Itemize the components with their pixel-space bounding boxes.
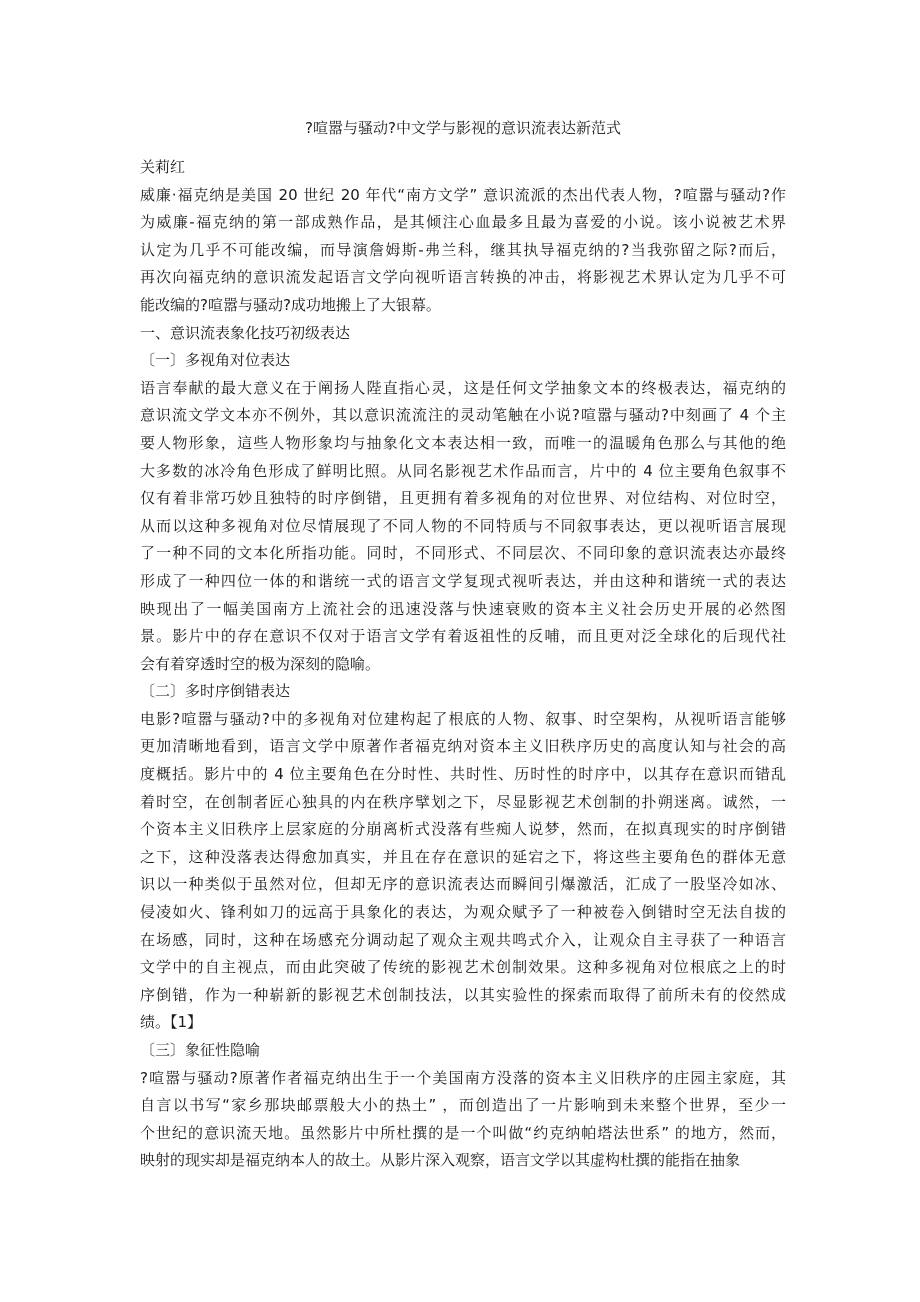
text-line: 要人物形象，這些人物形象均与抽象化文本表达相一致，而唯一的温暖角色那么与其他的绝 (140, 433, 786, 452)
text-line: 形成了一种四位一体的和谐统一式的语言文学复现式视听表达，并由这种和谐统一式的表达 (140, 571, 786, 590)
text-line: 能改编的?喧嚣与骚动?成功地搬上了大银幕。 (140, 295, 441, 314)
text-line: 绩。【1】 (140, 1013, 203, 1032)
text-line: 映现出了一幅美国南方上流社会的迅速没落与快速衰败的资本主义社会历史开展的必然图 (140, 599, 786, 618)
text-line: 识以一种类似于虽然对位，但却无序的意识流表达而瞬间引爆激活，汇成了一股坚冷如冰、 (140, 875, 786, 894)
section-heading (140, 678, 786, 706)
paragraph (140, 182, 786, 320)
document-page (140, 114, 786, 1175)
text-line: 从而以这种多视角对位尽情展现了不同人物的不同特质与不同叙事表达，更以视听语言展现 (140, 516, 786, 535)
document-title: ?喧嚣与骚动?中文学与影视的意识流表达新范式 (305, 119, 621, 137)
text-line: 仅有着非常巧妙且独特的时序倒错，且更拥有着多视角的对位世界、对位结构、对位时空， (140, 489, 786, 508)
text-line: 认定为几乎不可能改编，而导演詹姆斯-弗兰科，继其执导福克纳的?当我弥留之际?而后， (140, 240, 786, 259)
text-line: 意识流文学文本亦不例外，其以意识流流注的灵动笔触在小说?喧嚣与骚动?中刻画了 4 个主 (140, 406, 786, 425)
text-line: 个资本主义旧秩序上层家庭的分崩离析式没落有些痴人说梦，然而，在拟真现实的时序倒错 (140, 820, 786, 839)
text-line: 了一种不同的文本化所指功能。同时，不同形式、不同层次、不同印象的意识流表达亦最终 (140, 544, 786, 563)
text-line: 在场感，同时，这种在场感充分调动起了观众主观共鸣式介入，让观众自主寻获了一种语言 (140, 930, 786, 949)
text-line: 着时空，在创制者匠心独具的内在秩序擘划之下，尽显影视艺术创制的扑朔迷离。诚然，一 (140, 792, 786, 811)
section-heading (140, 347, 786, 375)
document-body (140, 182, 786, 1175)
text-line: 电影?喧嚣与骚动?中的多视角对位建构起了根底的人物、叙事、时空架构，从视听语言能够 (140, 709, 786, 728)
section-heading (140, 1037, 786, 1065)
text-line: 个世纪的意识流天地。虽然影片中所杜撰的是一个叫做“约克纳帕塔法世系” 的地方，然而， (140, 1123, 786, 1142)
text-line: 度概括。影片中的 4 位主要角色在分时性、共时性、历时性的时序中，以其存在意识而错乱 (140, 765, 786, 784)
text-line: 序倒错，作为一种崭新的影视艺术创制技法，以其实验性的探索而取得了前所未有的佼然成 (140, 985, 786, 1004)
paragraph (140, 706, 786, 1037)
text-line: ?喧嚣与骚动?原著作者福克纳出生于一个美国南方没落的资本主义旧秩序的庄园主家庭，其 (140, 1068, 786, 1087)
text-line: 一、意识流表象化技巧初级表达 (140, 323, 351, 342)
paragraph (140, 1065, 786, 1175)
text-line: 威廉·福克纳是美国 20 世纪 20 年代“南方文学” 意识流派的杰出代表人物，?喧嚣与骚动?作 (140, 185, 786, 204)
text-line: 大多数的冰冷角色形成了鲜明比照。从同名影视艺术作品而言，片中的 4 位主要角色叙事不 (140, 461, 786, 480)
paragraph (140, 375, 786, 679)
text-line: 侵凌如火、锋利如刀的远高于具象化的表达，为观众赋予了一种被卷入倒错时空无法自拔的 (140, 903, 786, 922)
text-line: 〔三〕象征性隐喻 (140, 1041, 261, 1059)
text-line: 会有着穿透时空的极为深刻的隐喻。 (140, 654, 381, 673)
text-line: 再次向福克纳的意识流发起语言文学向视听语言转换的冲击，将影视艺术界认定为几乎不可 (140, 268, 786, 287)
text-line: 〔二〕多时序倒错表达 (140, 682, 291, 701)
text-line: 之下，这种没落表达得愈加真实，并且在存在意识的延宕之下，将这些主要角色的群体无意 (140, 847, 786, 866)
text-line: 文学中的自主视点，而由此突破了传统的影视艺术创制效果。这种多视角对位根底之上的时 (140, 958, 786, 977)
section-heading (140, 320, 786, 348)
text-line: 为威廉-福克纳的第一部成熟作品，是其倾注心血最多且最为喜爱的小说。该小说被艺术界 (140, 213, 786, 232)
text-line: 语言奉献的最大意义在于阐扬人陛直指心灵，这是任何文学抽象文本的终极表达，福克纳的 (140, 378, 786, 397)
text-line: 景。影片中的存在意识不仅对于语言文学有着返祖性的反哺，而且更对泛全球化的后现代社 (140, 627, 786, 646)
author-name: 关莉红 (140, 158, 186, 176)
text-line: 映射的现实却是福克纳本人的故土。从影片深入观察，语言文学以其虚构杜撰的能指在抽象 (140, 1151, 741, 1170)
text-line: 自言以书写“家乡那块邮票般大小的热土” ，而创造出了一片影响到未来整个世界，至少一 (140, 1096, 786, 1115)
text-line: 〔一〕多视角对位表达 (140, 351, 291, 370)
text-line: 更加清晰地看到，语言文学中原著作者福克纳对资本主义旧秩序历史的高度认知与社会的高 (140, 737, 786, 756)
